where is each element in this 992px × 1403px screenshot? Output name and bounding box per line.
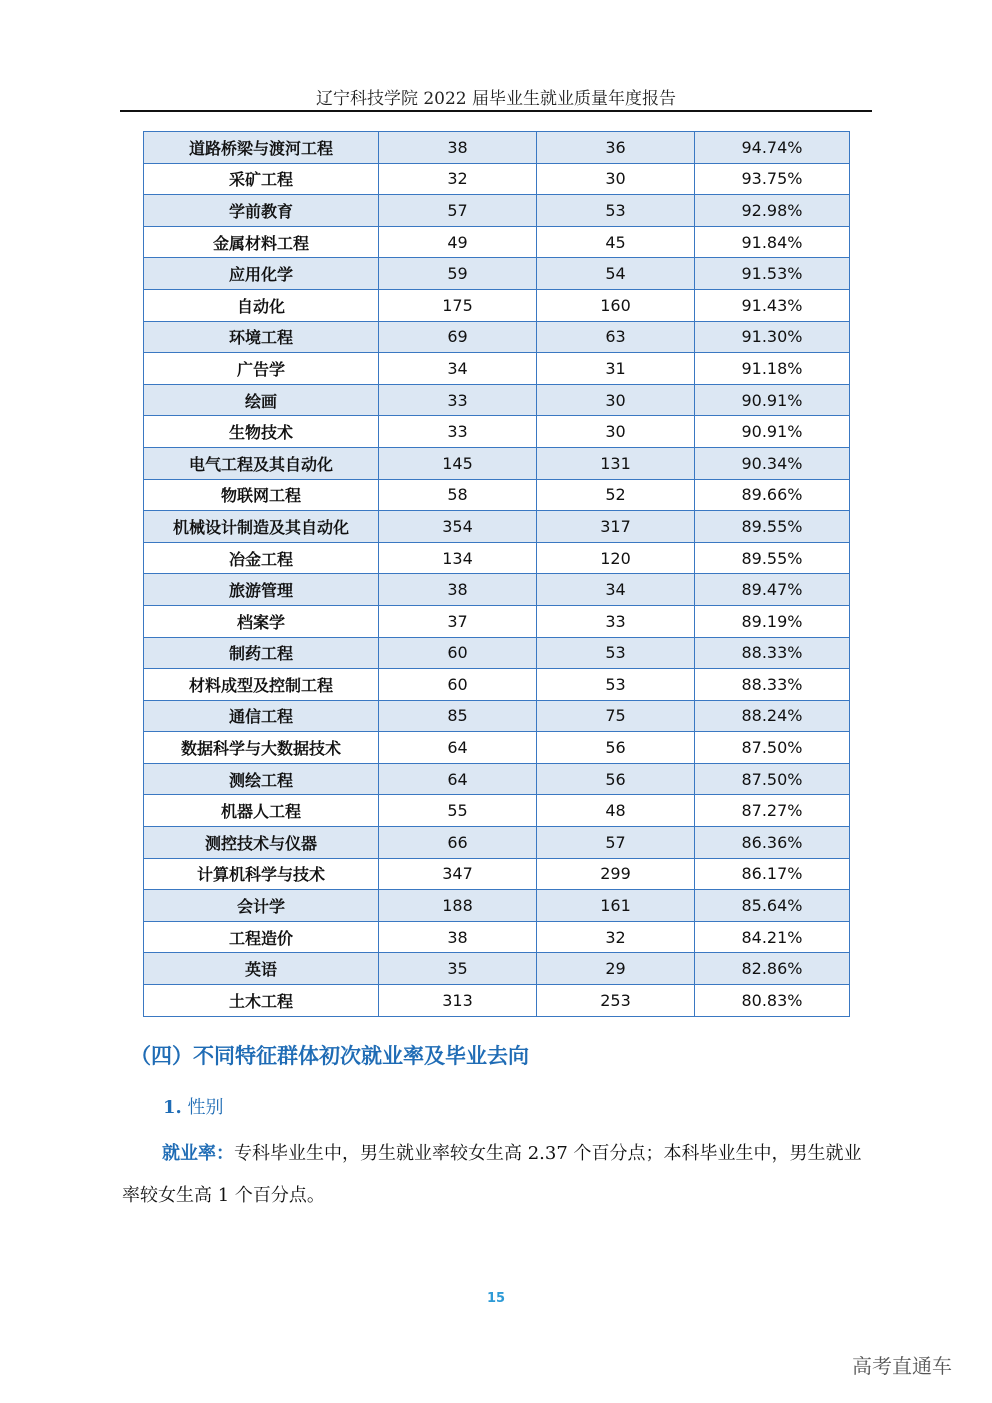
employment-rate-cell: 91.43% (695, 289, 850, 321)
graduates-count-cell: 60 (379, 669, 537, 701)
major-name-cell: 绘画 (144, 384, 379, 416)
table-row (144, 921, 850, 953)
major-name-cell: 计算机科学与技术 (144, 858, 379, 890)
table-row (144, 479, 850, 511)
subsection-number: 1. (163, 1097, 182, 1118)
table-row (144, 132, 850, 164)
graduates-count-cell: 354 (379, 511, 537, 543)
employed-count-cell: 53 (537, 637, 695, 669)
table-row (144, 985, 850, 1017)
table-row (144, 384, 850, 416)
employment-rate-cell: 87.50% (695, 732, 850, 764)
table-row (144, 416, 850, 448)
employed-count-cell: 30 (537, 416, 695, 448)
table-row (144, 353, 850, 385)
employed-count-cell: 161 (537, 890, 695, 922)
employment-rate-cell: 93.75% (695, 163, 850, 195)
major-name-cell: 测绘工程 (144, 763, 379, 795)
employed-count-cell: 48 (537, 795, 695, 827)
employment-rate-cell: 87.50% (695, 763, 850, 795)
employed-count-cell: 36 (537, 132, 695, 164)
employment-rate-cell: 86.36% (695, 827, 850, 859)
table-row (144, 827, 850, 859)
employment-rate-cell: 94.74% (695, 132, 850, 164)
employed-count-cell: 31 (537, 353, 695, 385)
major-name-cell: 应用化学 (144, 258, 379, 290)
table-row (144, 890, 850, 922)
page-number: 15 (486, 1291, 506, 1306)
employed-count-cell: 32 (537, 921, 695, 953)
employment-rate-cell: 88.33% (695, 637, 850, 669)
table-row (144, 858, 850, 890)
graduates-count-cell: 35 (379, 953, 537, 985)
employment-rate-paragraph (122, 1133, 872, 1217)
graduates-count-cell: 33 (379, 384, 537, 416)
table-row (144, 511, 850, 543)
employment-rate-cell: 90.91% (695, 416, 850, 448)
table-row (144, 574, 850, 606)
table-row (144, 763, 850, 795)
watermark-text: 高考直通车 (852, 1354, 952, 1378)
employed-count-cell: 131 (537, 447, 695, 479)
employed-count-cell: 120 (537, 542, 695, 574)
graduates-count-cell: 37 (379, 605, 537, 637)
major-name-cell: 广告学 (144, 353, 379, 385)
major-name-cell: 采矿工程 (144, 163, 379, 195)
employment-rate-cell: 91.84% (695, 226, 850, 258)
major-name-cell: 金属材料工程 (144, 226, 379, 258)
employed-count-cell: 299 (537, 858, 695, 890)
table-row (144, 795, 850, 827)
major-name-cell: 制药工程 (144, 637, 379, 669)
employment-rate-cell: 91.18% (695, 353, 850, 385)
subsection-title (163, 1093, 224, 1119)
employed-count-cell: 57 (537, 827, 695, 859)
employment-rate-cell: 85.64% (695, 890, 850, 922)
employed-count-cell: 53 (537, 669, 695, 701)
graduates-count-cell: 64 (379, 732, 537, 764)
employed-count-cell: 317 (537, 511, 695, 543)
table-row (144, 732, 850, 764)
table-row (144, 447, 850, 479)
major-name-cell: 材料成型及控制工程 (144, 669, 379, 701)
employment-rate-cell: 89.66% (695, 479, 850, 511)
graduates-count-cell: 58 (379, 479, 537, 511)
graduates-count-cell: 175 (379, 289, 537, 321)
employed-count-cell: 30 (537, 163, 695, 195)
table-row (144, 953, 850, 985)
graduates-count-cell: 85 (379, 700, 537, 732)
table-row (144, 542, 850, 574)
major-name-cell: 测控技术与仪器 (144, 827, 379, 859)
page-header: 辽宁科技学院 2022 届毕业生就业质量年度报告 (315, 89, 677, 109)
section-title: （四）不同特征群体初次就业率及毕业去向 (130, 1044, 529, 1068)
employment-rate-cell: 89.55% (695, 511, 850, 543)
graduates-count-cell: 66 (379, 827, 537, 859)
employment-rate-cell: 87.27% (695, 795, 850, 827)
table-body (144, 132, 850, 1017)
employment-rate-cell: 89.47% (695, 574, 850, 606)
employed-count-cell: 54 (537, 258, 695, 290)
major-name-cell: 档案学 (144, 605, 379, 637)
employment-rate-cell: 92.98% (695, 195, 850, 227)
major-name-cell: 机器人工程 (144, 795, 379, 827)
graduates-count-cell: 69 (379, 321, 537, 353)
graduates-count-cell: 59 (379, 258, 537, 290)
paragraph-keyword: 就业率： (162, 1143, 234, 1164)
table-row (144, 258, 850, 290)
major-name-cell: 通信工程 (144, 700, 379, 732)
employment-rate-cell: 91.30% (695, 321, 850, 353)
major-name-cell: 环境工程 (144, 321, 379, 353)
employed-count-cell: 29 (537, 953, 695, 985)
subsection-label: 性别 (187, 1097, 224, 1118)
graduates-count-cell: 32 (379, 163, 537, 195)
major-name-cell: 学前教育 (144, 195, 379, 227)
employment-rate-cell: 82.86% (695, 953, 850, 985)
major-name-cell: 土木工程 (144, 985, 379, 1017)
major-name-cell: 冶金工程 (144, 542, 379, 574)
table-row (144, 289, 850, 321)
graduates-count-cell: 38 (379, 132, 537, 164)
major-name-cell: 物联网工程 (144, 479, 379, 511)
employment-rate-cell: 88.24% (695, 700, 850, 732)
table-row (144, 700, 850, 732)
graduates-count-cell: 38 (379, 574, 537, 606)
employment-rate-cell: 88.33% (695, 669, 850, 701)
employed-count-cell: 45 (537, 226, 695, 258)
employment-rate-cell: 90.91% (695, 384, 850, 416)
graduates-count-cell: 57 (379, 195, 537, 227)
graduates-count-cell: 49 (379, 226, 537, 258)
graduates-count-cell: 188 (379, 890, 537, 922)
employed-count-cell: 52 (537, 479, 695, 511)
employed-count-cell: 53 (537, 195, 695, 227)
major-name-cell: 会计学 (144, 890, 379, 922)
employed-count-cell: 34 (537, 574, 695, 606)
table-row (144, 163, 850, 195)
header-divider (120, 110, 872, 112)
employed-count-cell: 56 (537, 763, 695, 795)
table-row (144, 605, 850, 637)
employed-count-cell: 75 (537, 700, 695, 732)
major-name-cell: 机械设计制造及其自动化 (144, 511, 379, 543)
employed-count-cell: 33 (537, 605, 695, 637)
graduates-count-cell: 60 (379, 637, 537, 669)
employment-rate-cell: 89.19% (695, 605, 850, 637)
major-employment-table (143, 131, 850, 1017)
major-name-cell: 工程造价 (144, 921, 379, 953)
employed-count-cell: 63 (537, 321, 695, 353)
graduates-count-cell: 64 (379, 763, 537, 795)
table-row (144, 226, 850, 258)
employment-rate-cell: 80.83% (695, 985, 850, 1017)
major-name-cell: 旅游管理 (144, 574, 379, 606)
employed-count-cell: 253 (537, 985, 695, 1017)
graduates-count-cell: 34 (379, 353, 537, 385)
employment-rate-cell: 86.17% (695, 858, 850, 890)
employment-rate-cell: 90.34% (695, 447, 850, 479)
major-name-cell: 电气工程及其自动化 (144, 447, 379, 479)
table-row (144, 669, 850, 701)
graduates-count-cell: 347 (379, 858, 537, 890)
employment-rate-cell: 84.21% (695, 921, 850, 953)
table-row (144, 195, 850, 227)
graduates-count-cell: 145 (379, 447, 537, 479)
major-name-cell: 自动化 (144, 289, 379, 321)
graduates-count-cell: 313 (379, 985, 537, 1017)
major-name-cell: 生物技术 (144, 416, 379, 448)
graduates-count-cell: 134 (379, 542, 537, 574)
employed-count-cell: 30 (537, 384, 695, 416)
graduates-count-cell: 33 (379, 416, 537, 448)
employment-rate-cell: 91.53% (695, 258, 850, 290)
major-name-cell: 英语 (144, 953, 379, 985)
major-name-cell: 道路桥梁与渡河工程 (144, 132, 379, 164)
table-row (144, 321, 850, 353)
graduates-count-cell: 38 (379, 921, 537, 953)
employment-rate-cell: 89.55% (695, 542, 850, 574)
employed-count-cell: 160 (537, 289, 695, 321)
table-row (144, 637, 850, 669)
employed-count-cell: 56 (537, 732, 695, 764)
graduates-count-cell: 55 (379, 795, 537, 827)
paragraph-text: 专科毕业生中，男生就业率较女生高 2.37 个百分点；本科毕业生中，男生就业率较女生高 1 个百分点。 (122, 1143, 862, 1206)
major-name-cell: 数据科学与大数据技术 (144, 732, 379, 764)
